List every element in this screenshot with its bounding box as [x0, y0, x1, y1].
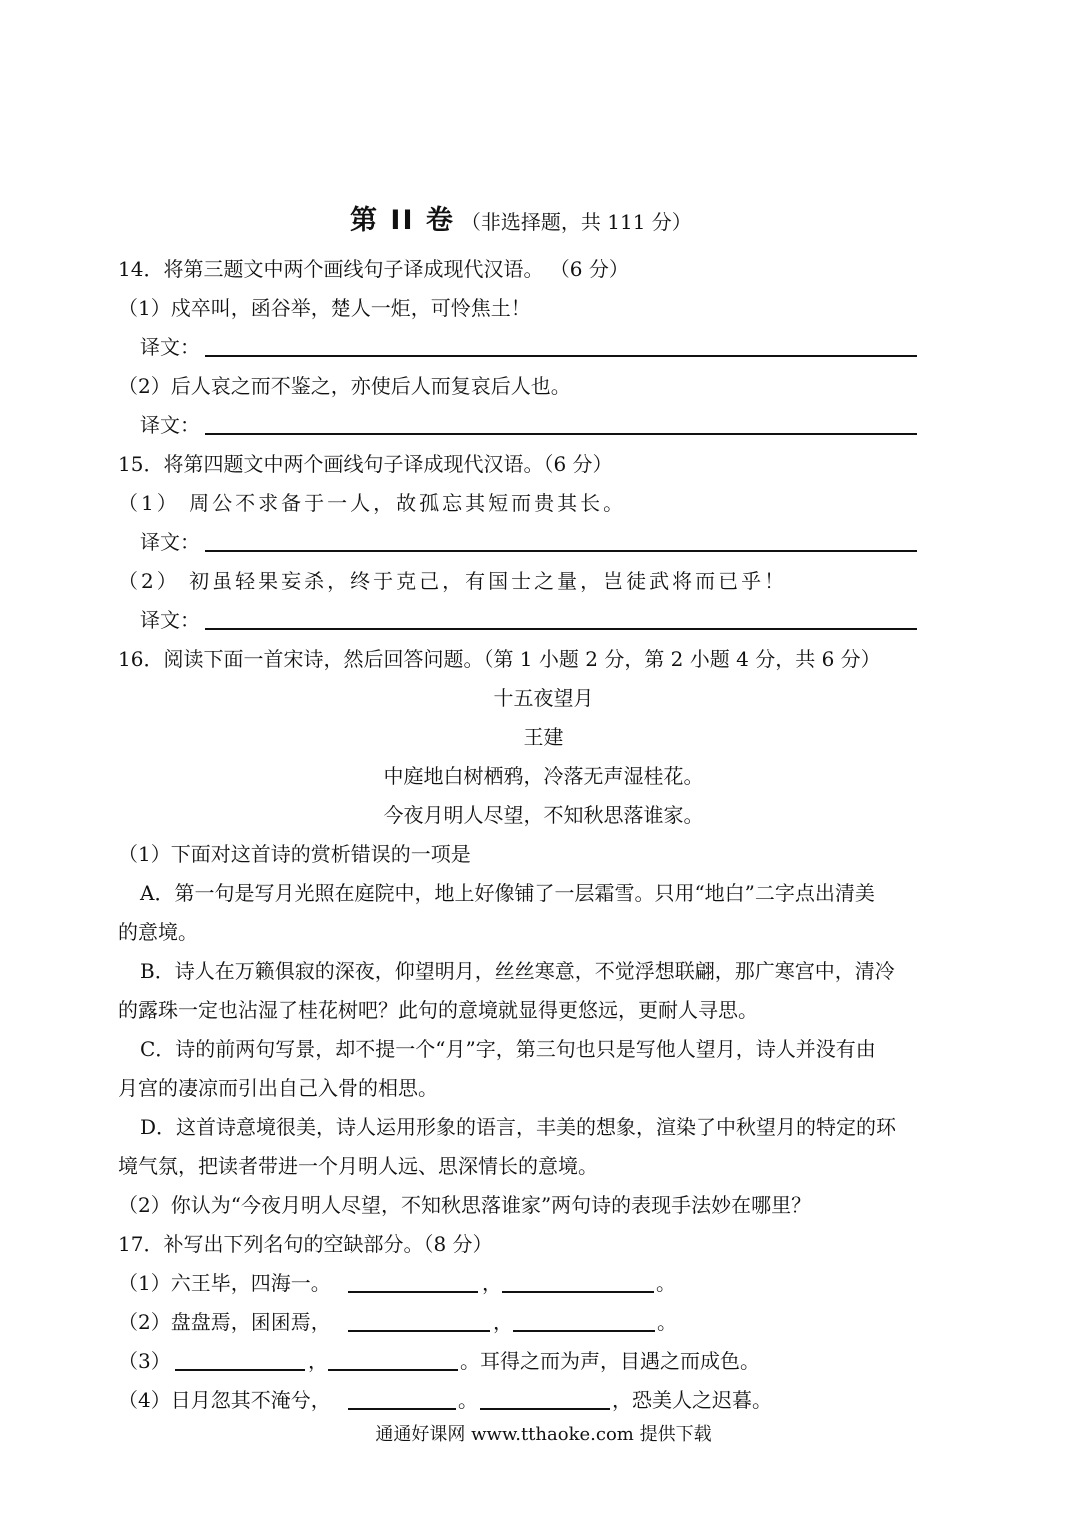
q17-line-3-comma: ， [308, 1349, 328, 1373]
option-d-line-1: D．这首诗意境很美，诗人运用形象的语言，丰美的想象，渲染了中秋望月的特定的环 [140, 1115, 897, 1139]
q17-line-2-period: 。 [657, 1310, 677, 1334]
q17-line-4-blank-1 [348, 1408, 456, 1410]
q15-answer-line-2 [205, 628, 917, 630]
q15-sentence-2: （2） 初虽轻果妄杀，终于克己，有国士之量，岂徒武将而已乎！ [118, 569, 788, 593]
q17-line-2-blank-2 [513, 1330, 655, 1332]
q17-line-2-blank-1 [348, 1330, 490, 1332]
q14-translation-label-1: 译文： [140, 335, 200, 359]
q15-translation-label-2: 译文： [140, 608, 200, 632]
q14-answer-line-2 [205, 433, 917, 435]
q14-translation-label-2: 译文： [140, 413, 200, 437]
q17-line-4-text: （4）日月忽其不淹兮， [118, 1388, 331, 1412]
q16-sub-question-1: （1）下面对这首诗的赏析错误的一项是 [118, 842, 471, 866]
q15-sentence-1: （1） 周公不求备于一人，故孤忘其短而贵其长。 [118, 491, 627, 515]
option-c-line-1: C．诗的前两句写景，却不提一个“月”字，第三句也只是写他人望月，诗人并没有由 [140, 1037, 876, 1061]
q17-line-3-number: （3） [118, 1349, 171, 1373]
q17-line-1-text: （1）六王毕，四海一。 [118, 1271, 331, 1295]
q17-line-4-period: 。 [458, 1388, 478, 1412]
q14-sentence-2: （2）后人哀之而不鉴之，亦使后人而复哀后人也。 [118, 374, 571, 398]
q17-line-1-blank-2 [502, 1291, 654, 1293]
option-a-line-1: A．第一句是写月光照在庭院中，地上好像铺了一层霜雪。只用“地白”二字点出清美 [140, 881, 875, 905]
poem-author: 王建 [523, 725, 564, 749]
option-a-line-2: 的意境。 [118, 920, 198, 944]
q17-line-2-text: （2）盘盘焉，囷囷焉， [118, 1310, 331, 1334]
q17-line-3-blank-1 [175, 1369, 305, 1371]
footer-source: 通通好课网 www.tthaoke.com 提供下载 [375, 1424, 712, 1445]
poem-line-1: 中庭地白树栖鸦，冷落无声湿桂花。 [383, 764, 704, 788]
q17-stem: 17．补写出下列名句的空缺部分。（8 分） [118, 1232, 493, 1256]
poem-title: 十五夜望月 [493, 686, 594, 710]
q17-line-4-blank-2 [480, 1408, 610, 1410]
poem-line-2: 今夜月明人尽望，不知秋思落谁家。 [383, 803, 704, 827]
option-b-line-2: 的露珠一定也沾湿了桂花树吧？此句的意境就显得更悠远，更耐人寻思。 [118, 998, 758, 1022]
title-subtitle: （非选择题，共 111 分） [460, 210, 692, 234]
q15-translation-label-1: 译文： [140, 530, 200, 554]
q14-stem: 14．将第三题文中两个画线句子译成现代汉语。 （6 分） [118, 257, 629, 281]
q17-line-1-blank-1 [348, 1291, 478, 1293]
q17-line-4-ending: ，恐美人之迟暮。 [612, 1388, 772, 1412]
option-d-line-2: 境气氛，把读者带进一个月明人远、思深情长的意境。 [118, 1154, 598, 1178]
q16-sub-question-2: （2）你认为“今夜月明人尽望，不知秋思落谁家”两句诗的表现手法妙在哪里？ [118, 1193, 812, 1217]
q17-line-1-period: 。 [656, 1271, 676, 1295]
q17-line-2-comma: ， [493, 1310, 513, 1334]
q17-line-3-blank-2 [328, 1369, 458, 1371]
q16-stem: 16．阅读下面一首宋诗，然后回答问题。（第 1 小题 2 分，第 2 小题 4 分，共 6 分） [118, 647, 881, 671]
q15-answer-line-1 [205, 550, 917, 552]
option-c-line-2: 月宫的凄凉而引出自己入骨的相思。 [118, 1076, 438, 1100]
q15-stem: 15．将第四题文中两个画线句子译成现代汉语。（6 分） [118, 452, 613, 476]
title-main: 第 II 卷 [350, 205, 455, 236]
q17-line-3-text: 。耳得之而为声，目遇之而成色。 [460, 1349, 760, 1373]
q17-line-1-comma: ， [482, 1271, 502, 1295]
q14-sentence-1: （1）戍卒叫，函谷举，楚人一炬，可怜焦土！ [118, 296, 531, 320]
section-title [350, 198, 692, 237]
option-b-line-1: B．诗人在万籁俱寂的深夜，仰望明月，丝丝寒意，不觉浮想联翩，那广寒宫中，清冷 [140, 959, 895, 983]
q14-answer-line-1 [205, 355, 917, 357]
